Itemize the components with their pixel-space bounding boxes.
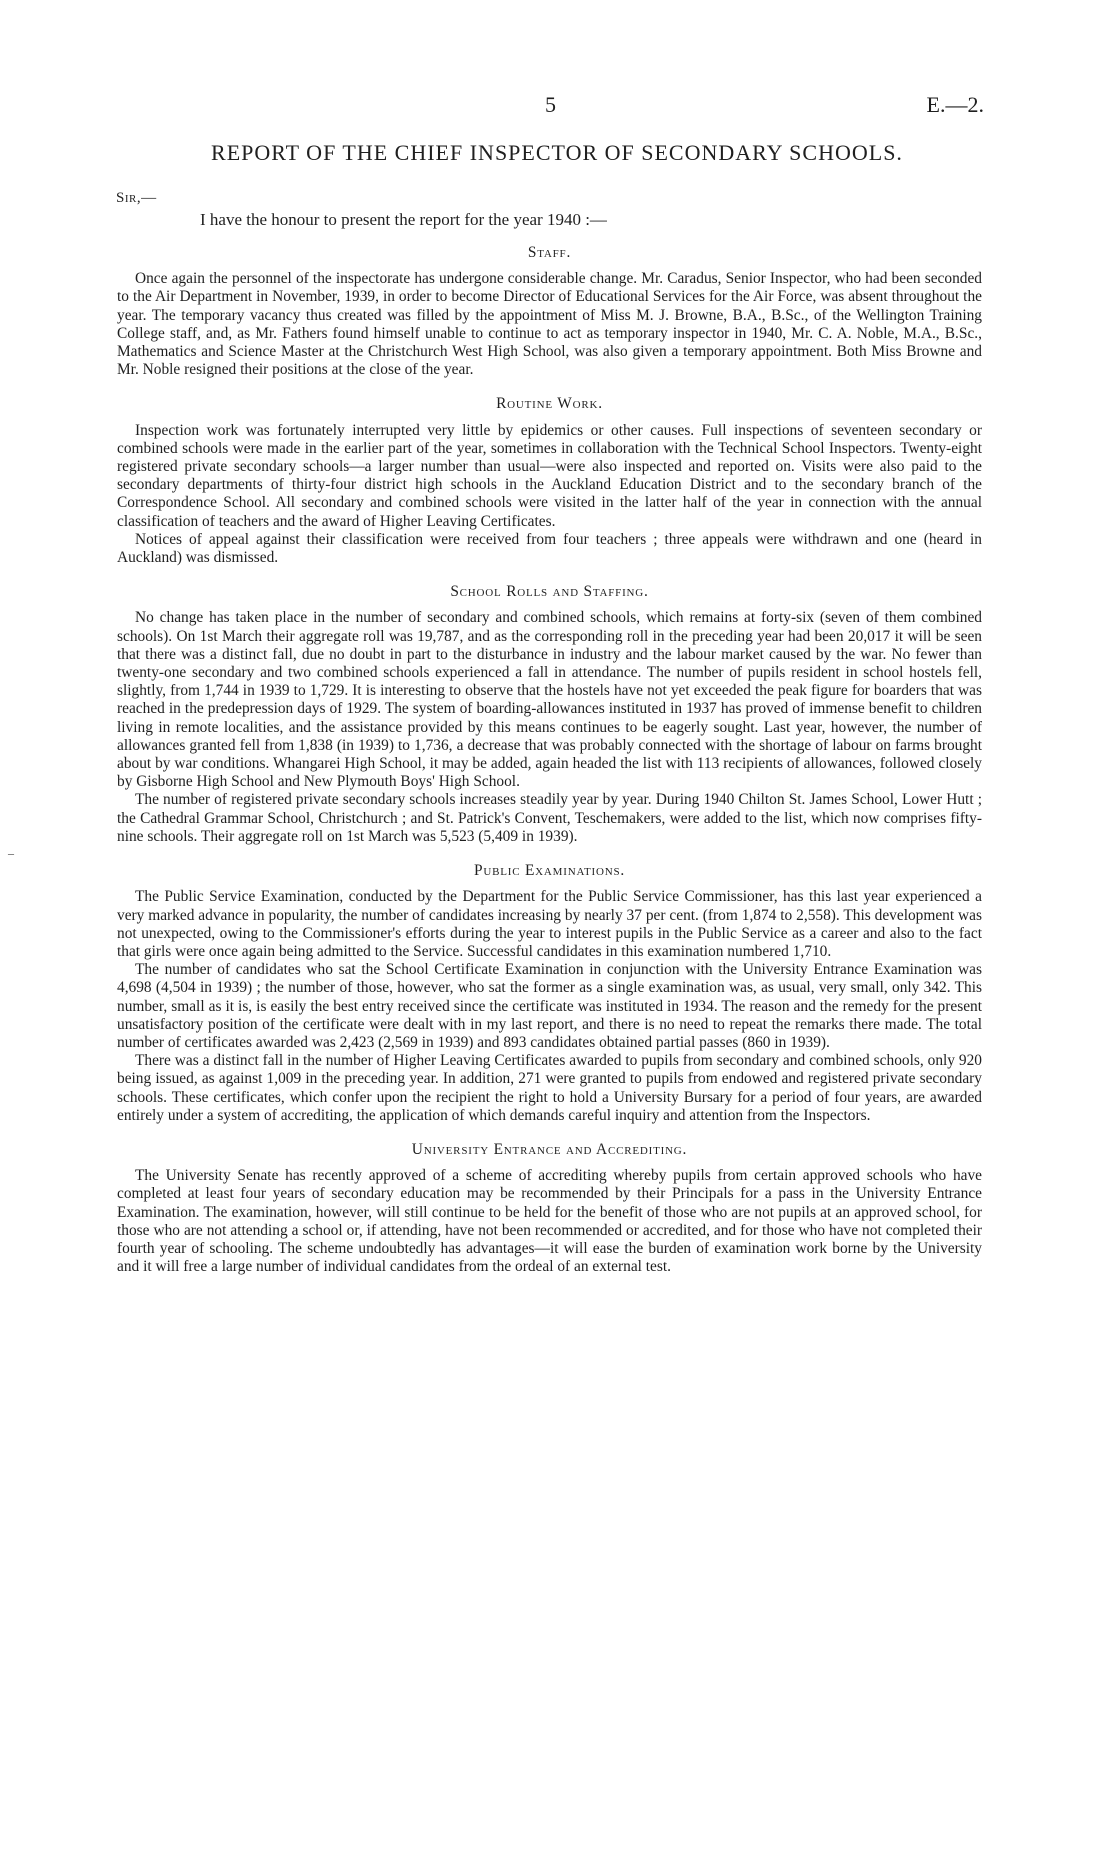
report-section [117, 395, 982, 567]
salutation: Sir,— [116, 190, 157, 206]
report-section [117, 862, 982, 1125]
section-paragraph: The Public Service Examination, conducted by the Department for the Public Service Commissioner, has this last year experienced a very marked advance in popularity, the number of candidates increasing by nearly 37 per cent. (from 1,874 to 2,558). This development was not unexpected, owing to the Commissioner's efforts during the year to interest pupils in the Public Service as a career and also to the fact that girls were once again being admitted to the Service. Successful candidates in this examination numbered 1,710. [117, 888, 982, 960]
section-heading: Routine Work. [496, 395, 603, 413]
section-heading: Staff. [527, 244, 572, 261]
intro-line: I have the honour to present the report for the year 1940 :— [200, 210, 607, 229]
report-title: REPORT OF THE CHIEF INSPECTOR OF SECONDARY SCHOOLS. [211, 140, 903, 165]
section-paragraph: Once again the personnel of the inspectorate has undergone considerable change. Mr. Caradus, Senior Inspector, who had been seconded to the Air Department in November, 1939, in order to become Director of Educational Services for the Air Force, was absent throughout the year. The temporary vacancy thus created was filled by the appointment of Miss M. J. Browne, B.A., B.Sc., of the Wellington Training College staff, and, as Mr. Fathers found himself unable to continue to act as temporary inspector in 1940, Mr. C. A. Noble, M.A., B.Sc., Mathematics and Science Master at the Christchurch West High School, was also given a temporary appointment. Both Miss Browne and Mr. Noble resigned their positions at the close of the year. [117, 270, 982, 379]
report-section [117, 1141, 982, 1276]
report-section [117, 244, 982, 379]
section-paragraph: The number of registered private secondary schools increases steadily year by year. During 1940 Chilton St. James School, Lower Hutt ; the Cathedral Grammar School, Christchurch ; and St. Patrick's Convent, Teschemakers, were added to the list, which now comprises fifty-nine schools. Their aggregate roll on 1st March was 5,523 (5,409 in 1939). [117, 791, 982, 845]
margin-mark: – [8, 846, 14, 860]
section-heading: School Rolls and Staffing. [450, 583, 649, 601]
report-body [117, 244, 982, 1276]
report-section [117, 583, 982, 846]
section-paragraph: No change has taken place in the number of secondary and combined schools, which remains at forty-six (seven of them combined schools). On 1st March their aggregate roll was 19,787, and as the corresponding roll in the preceding year had been 20,017 it will be seen that there was a distinct fall, due no doubt in part to the disturbance in industry and the labour market caused by the war. No fewer than twenty-one secondary and two combined schools experienced a fall in attendance. The number of pupils resident in school hostels fell, slightly, from 1,744 in 1939 to 1,729. It is interesting to observe that the hostels have not yet exceeded the peak figure for boarders that was reached in the predepression days of 1929. The system of boarding-allowances instituted in 1937 has proved of immense benefit to children living in remote localities, and the assistance provided by this means continues to be eagerly sought. Last year, however, the number of allowances granted fell from 1,838 (in 1939) to 1,736, a decrease that was probably connected with the shortage of labour on farms brought about by war conditions. Whangarei High School, it may be added, again headed the list with 113 recipients of allowances, followed closely by Gisborne High School and New Plymouth Boys' High School. [117, 609, 982, 791]
document-reference: E.—2. [926, 92, 984, 117]
section-paragraph: Inspection work was fortunately interrupted very little by epidemics or other causes. Full inspections of seventeen secondary or combined schools were made in the earlier part of the year, sometimes in collaboration with the Technical School Inspectors. Twenty-eight registered private secondary schools—a larger number than usual—were also inspected and reported on. Visits were also paid to the secondary departments of thirty-four district high schools in the Auckland Education District and to the secondary branch of the Correspondence School. All secondary and combined schools were visited in the latter half of the year in connection with the annual classification of teachers and the award of Higher Leaving Certificates. [117, 421, 982, 530]
section-paragraph: The University Senate has recently approved of a scheme of accrediting whereby pupils from certain approved schools who have completed at least four years of secondary education may be recommended by their Principals for a pass in the University Entrance Examination. The examination, however, will still continue to be held for the benefit of those who are not pupils at an approved school, for those who are not attending a school or, if attending, have not been recommended or accredited, and for those who have not completed their fourth year of schooling. The scheme undoubtedly has advantages—it will ease the burden of examination work borne by the University and it will free a large number of individual candidates from the ordeal of an external test. [117, 1167, 982, 1276]
section-heading: University Entrance and Accrediting. [411, 1140, 688, 1158]
section-paragraph: There was a distinct fall in the number of Higher Leaving Certificates awarded to pupils from secondary and combined schools, only 920 being issued, as against 1,009 in the preceding year. In addition, 271 were granted to pupils from endowed and registered private secondary schools. These certificates, which confer upon the recipient the right to hold a University Bursary for a period of four years, are awarded entirely under a system of accrediting, the application of which demands careful inquiry and attention from the Inspectors. [117, 1052, 982, 1124]
section-paragraph: The number of candidates who sat the School Certificate Examination in conjunction with the University Entrance Examination was 4,698 (4,504 in 1939) ; the number of those, however, who sat the former as a single examination was, as usual, very small, only 342. This number, small as it is, is easily the best entry received since the certificate was instituted in 1934. The reason and the remedy for the present unsatisfactory position of the certificate were dealt with in my last report, and there is no need to repeat the remarks there made. The total number of certificates awarded was 2,423 (2,569 in 1939) and 893 candidates obtained partial passes (860 in 1939). [117, 961, 982, 1051]
page-number: 5 [545, 92, 556, 117]
section-heading: Public Examinations. [473, 862, 626, 880]
section-paragraph: Notices of appeal against their classification were received from four teachers ; three appeals were withdrawn and one (heard in Auckland) was dismissed. [117, 530, 982, 567]
